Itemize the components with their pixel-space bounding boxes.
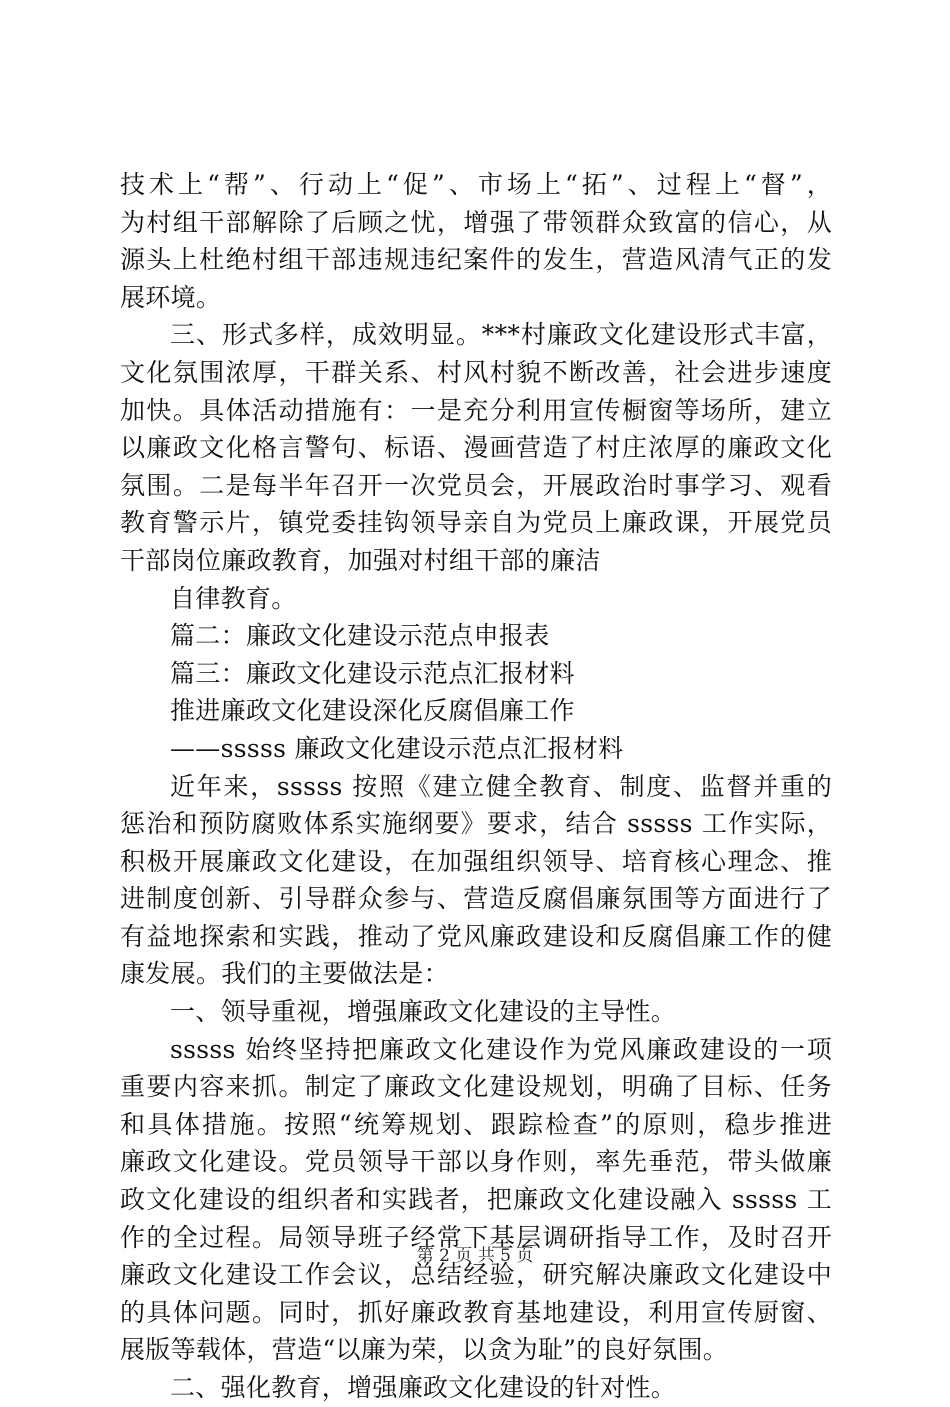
document-body [120,166,832,1407]
text-line: 三、形式多样，成效明显。***村廉政文化建设形式丰富， [170,320,832,350]
text-line: 源头上杜绝村组干部违规违纪案件的发生，营造风清气正的发 [120,245,832,275]
text-line: 加快。具体活动措施有：一是充分利用宣传橱窗等场所，建立 [120,395,832,425]
text-line: 廉政文化建设。党员领导干部以身作则，率先垂范，带头做廉 [120,1147,832,1177]
text-line: 有益地探索和实践，推动了党风廉政建设和反腐倡廉工作的健 [120,921,832,951]
text-line: 一、领导重视，增强廉政文化建设的主导性。 [170,997,677,1027]
text-line: 近年来，sssss 按照《建立健全教育、制度、监督并重的 [170,771,832,801]
text-line: 展环境。 [120,282,222,312]
text-line: 篇二：廉政文化建设示范点申报表 [170,621,550,651]
text-line: 进制度创新、引导群众参与、营造反腐倡廉氛围等方面进行了 [120,884,832,914]
text-line: 政文化建设的组织者和实践者，把廉政文化建设融入 sssss 工 [120,1185,832,1215]
text-line: 二、强化教育，增强廉政文化建设的针对性。 [170,1373,677,1402]
page-footer: 第 2 页 共 5 页 [416,1246,534,1266]
text-line: sssss 始终坚持把廉政文化建设作为党风廉政建设的一项 [170,1034,832,1064]
text-line: 为村组干部解除了后顾之忧，增强了带领群众致富的信心，从 [120,207,832,237]
text-line: 以廉政文化格言警句、标语、漫画营造了村庄浓厚的廉政文化 [120,433,832,463]
text-line: 技术上“帮”、行动上“促”、市场上“拓”、过程上“督”， [120,170,832,199]
text-line: 自律教育。 [170,583,297,613]
text-line: ——sssss 廉政文化建设示范点汇报材料 [170,733,624,763]
text-line: 廉政文化建设工作会议，总结经验，研究解决廉政文化建设中 [120,1260,832,1290]
text-line: 推进廉政文化建设深化反腐倡廉工作 [170,696,575,726]
text-line: 干部岗位廉政教育，加强对村组干部的廉洁 [120,545,601,575]
text-line: 重要内容来抓。制定了廉政文化建设规划，明确了目标、任务 [120,1072,832,1102]
text-line: 教育警示片，镇党委挂钩领导亲自为党员上廉政课，开展党员 [120,508,832,538]
text-line: 的具体问题。同时，抓好廉政教育基地建设，利用宣传厨窗、 [120,1297,832,1327]
text-line: 篇三：廉政文化建设示范点汇报材料 [170,658,575,688]
text-line: 和具体措施。按照“统筹规划、跟踪检查”的原则，稳步推进 [120,1109,832,1139]
text-line: 积极开展廉政文化建设，在加强组织领导、培育核心理念、推 [120,846,832,876]
text-line: 惩治和预防腐败体系实施纲要》要求，结合 sssss 工作实际， [120,809,832,839]
text-line: 文化氛围浓厚，干群关系、村风村貌不断改善，社会进步速度 [120,357,832,387]
text-line: 氛围。二是每半年召开一次党员会，开展政治时事学习、观看 [120,470,832,500]
text-line: 作的全过程。局领导班子经常下基层调研指导工作，及时召开 [120,1222,832,1252]
text-line: 康发展。我们的主要做法是： [120,959,449,989]
text-line: 展版等载体，营造“以廉为荣，以贪为耻”的良好氛围。 [120,1335,729,1365]
